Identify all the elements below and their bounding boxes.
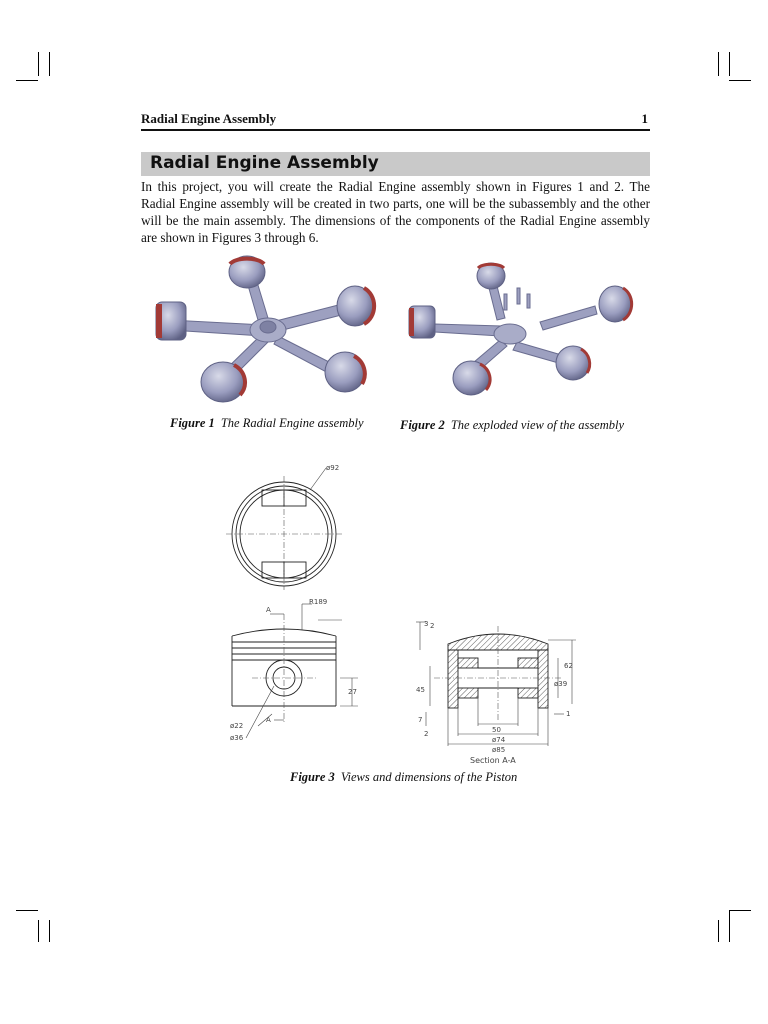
piston-front-view-drawing — [222, 596, 362, 746]
dim-3: 3 — [424, 620, 429, 628]
piston-left — [156, 302, 186, 340]
piston-bottom-left — [201, 362, 245, 402]
running-title: Radial Engine Assembly — [141, 111, 277, 126]
page-number: 1 — [641, 111, 648, 126]
figure-1-caption — [170, 416, 364, 431]
figure-2-caption-text: The exploded view of the assembly — [450, 418, 625, 432]
piston-bottom-right — [325, 352, 365, 392]
piston-top — [229, 256, 265, 288]
section-mark-a-top: A — [266, 606, 271, 614]
dim-d39: ø39 — [554, 680, 568, 688]
dim-d74: ø74 — [492, 736, 506, 744]
piston-section-drawing — [412, 614, 582, 766]
section-label: Section A-A — [470, 756, 516, 765]
dim-27: 27 — [348, 688, 357, 696]
exploded-piston-bottom-left — [453, 361, 490, 395]
figure-1-label: Figure 1 — [170, 416, 215, 430]
section-banner — [141, 152, 650, 176]
piston-top-view-drawing — [222, 462, 357, 592]
figure-3-caption — [290, 770, 517, 785]
exploded-piston-bottom-right — [556, 346, 590, 380]
piston-right — [337, 286, 374, 326]
dim-r189: R189 — [309, 598, 328, 606]
figure-3-caption-text: Views and dimensions of the Piston — [340, 770, 518, 784]
figure-3-label: Figure 3 — [290, 770, 335, 784]
section-mark-a-bottom: A — [266, 716, 271, 724]
figure-1-caption-text: The Radial Engine assembly — [220, 416, 364, 430]
dim-d36: ø36 — [230, 734, 244, 742]
figure-2-caption — [400, 418, 624, 433]
figure-1-image — [150, 250, 390, 410]
dim-7: 7 — [418, 716, 423, 724]
exploded-piston-right — [599, 286, 632, 322]
exploded-piston-top — [477, 263, 505, 289]
dim-45: 45 — [416, 686, 425, 694]
dim-d22: ø22 — [230, 722, 244, 730]
dim-2-bottom: 2 — [424, 730, 429, 738]
dim-50: 50 — [492, 726, 501, 734]
dim-62: 62 — [564, 662, 573, 670]
section-title: Radial Engine Assembly — [150, 153, 379, 173]
intro-paragraph: In this project, you will create the Radial Engine assembly shown in Figures 1 and 2. The Radial Engine assembly will be created in two parts, one will be the subassembly and the other will be the main assembly. The dimensions of the components of the Radial Engine assembly are shown in Figures 3 through 6. — [141, 179, 650, 245]
dim-1: 1 — [566, 710, 571, 718]
dim-2-top: 2 — [430, 622, 435, 630]
exploded-piston-left — [409, 306, 435, 338]
dim-d92: ø92 — [326, 464, 340, 472]
figure-2-label: Figure 2 — [400, 418, 445, 432]
dim-d85: ø85 — [492, 746, 506, 754]
figure-2-image — [405, 258, 640, 398]
running-header — [141, 111, 650, 131]
